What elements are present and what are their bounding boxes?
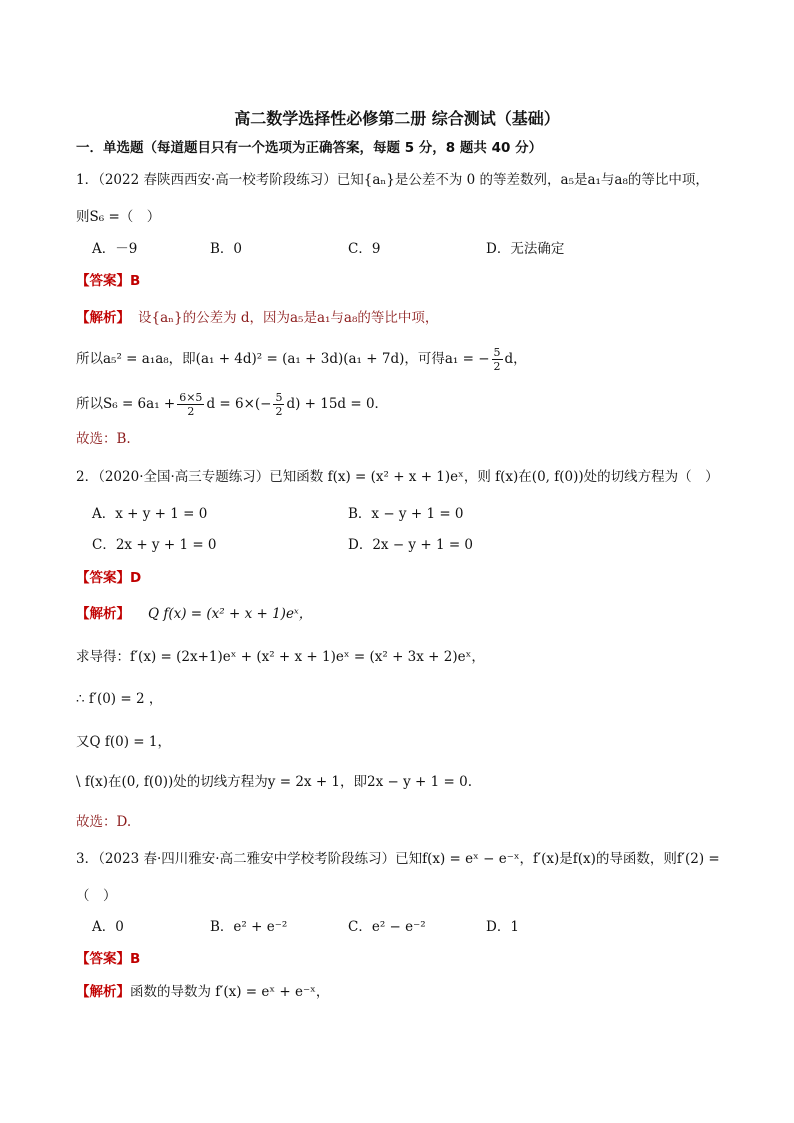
q1-solution-line-1 <box>76 309 438 327</box>
q3-stem-line-1: 3．（2023 春·四川雅安·高二雅安中学校考阶段练习）已知f(x) = eˣ − e⁻ˣ，f′(x)是f(x)的导函数，则f′(2) = <box>76 851 720 867</box>
q1-option-b: B．0 <box>210 241 243 257</box>
q1-choose: 故选：B. <box>76 431 131 447</box>
q1-frac3-5-2 <box>273 391 284 418</box>
q1-answer-label: 【答案】 <box>76 273 130 289</box>
q2-option-a: A．x + y + 1 = 0 <box>92 506 208 522</box>
q1-frac3-num: 5 <box>275 391 283 404</box>
q1-stem-line-1: 1．（2022 春陕西西安·高一校考阶段练习）已知{aₙ}是公差不为 0 的等差数列，a₅是a₁与a₈的等比中项， <box>76 172 709 188</box>
q2-solution-line-4: 又Q f(0) = 1， <box>76 734 171 750</box>
q1-frac2-num: 6×5 <box>179 391 203 404</box>
q1-frac-den: 2 <box>493 360 501 373</box>
q1-solution-line-2 <box>76 346 527 373</box>
q2-solution-text-1: Q f(x) = (x² + x + 1)eˣ， <box>148 606 313 622</box>
q1-frac-num: 5 <box>493 346 501 359</box>
q3-answer-value: B <box>130 951 141 967</box>
q2-stem: 2．（2020·全国·高三专题练习）已知函数 f(x) = (x² + x + 1)eˣ，则 f(x)在(0, f(0))处的切线方程为（ ） <box>76 469 719 485</box>
q1-solution-text-3a: 所以S₆ = 6a₁ + <box>76 396 176 412</box>
q3-solution-text-1: 函数的导数为 f′(x) = eˣ + e⁻ˣ， <box>130 984 330 1000</box>
q3-option-b: B．e² + e⁻² <box>210 919 288 935</box>
q1-option-d: D．无法确定 <box>486 241 565 257</box>
q2-option-d: D．2x − y + 1 = 0 <box>348 537 474 553</box>
q2-option-b: B．x − y + 1 = 0 <box>348 506 464 522</box>
q1-option-a: A．－9 <box>92 241 138 257</box>
document-title: 高二数学选择性必修第二册 综合测试（基础） <box>234 109 560 128</box>
q2-answer-value: D <box>130 570 142 586</box>
q1-frac2-den: 2 <box>187 405 195 418</box>
q2-solution-line-1 <box>76 605 312 623</box>
q1-solution-label: 【解析】 <box>76 310 130 326</box>
q2-answer <box>76 569 141 587</box>
q2-solution-line-3: ∴ f′(0) = 2 ， <box>76 691 163 707</box>
q3-solution-line-1 <box>76 983 329 1001</box>
q1-option-c: C．9 <box>348 241 381 257</box>
q1-answer <box>76 272 140 290</box>
q3-option-c: C．e² − e⁻² <box>348 919 426 935</box>
q1-solution-text-1: 设{aₙ}的公差为 d，因为a₅是a₁与a₈的等比中项， <box>138 310 439 326</box>
q3-answer <box>76 950 140 968</box>
q1-solution-text-2a: 所以a₅² = a₁a₈，即(a₁ + 4d)² = (a₁ + 3d)(a₁ + 7d)，可得a₁ = − <box>76 351 490 367</box>
q3-solution-label: 【解析】 <box>76 984 130 1000</box>
q2-choose: 故选：D. <box>76 814 132 830</box>
q1-solution-text-2b: d， <box>504 351 527 367</box>
q2-answer-label: 【答案】 <box>76 570 130 586</box>
q3-answer-label: 【答案】 <box>76 951 130 967</box>
q3-stem-line-2: （ ） <box>76 888 117 904</box>
q1-stem-line-2: 则S₆ =（ ） <box>76 209 161 225</box>
q3-option-d: D．1 <box>486 919 519 935</box>
q1-solution-text-3c: d) + 15d = 0． <box>286 396 389 412</box>
q1-frac-6x5-2 <box>177 391 204 418</box>
q2-option-c: C．2x + y + 1 = 0 <box>92 537 217 553</box>
q1-solution-line-3 <box>76 391 388 418</box>
q1-solution-text-3b: d = 6×(− <box>206 396 272 412</box>
q2-solution-label: 【解析】 <box>76 606 130 622</box>
q2-solution-line-2: 求导得：f′(x) = (2x+1)eˣ + (x² + x + 1)eˣ = (x² + 3x + 2)eˣ， <box>76 649 485 665</box>
section-heading: 一．单选题（每道题目只有一个选项为正确答案，每题 5 分，8 题共 40 分） <box>76 140 543 156</box>
q1-frac3-den: 2 <box>275 405 283 418</box>
q3-option-a: A．0 <box>92 919 124 935</box>
q2-solution-line-5: \ f(x)在(0, f(0))处的切线方程为y = 2x + 1，即2x − y + 1 = 0. <box>76 774 472 790</box>
q1-answer-value: B <box>130 273 141 289</box>
q1-frac-5-2 <box>492 346 503 373</box>
